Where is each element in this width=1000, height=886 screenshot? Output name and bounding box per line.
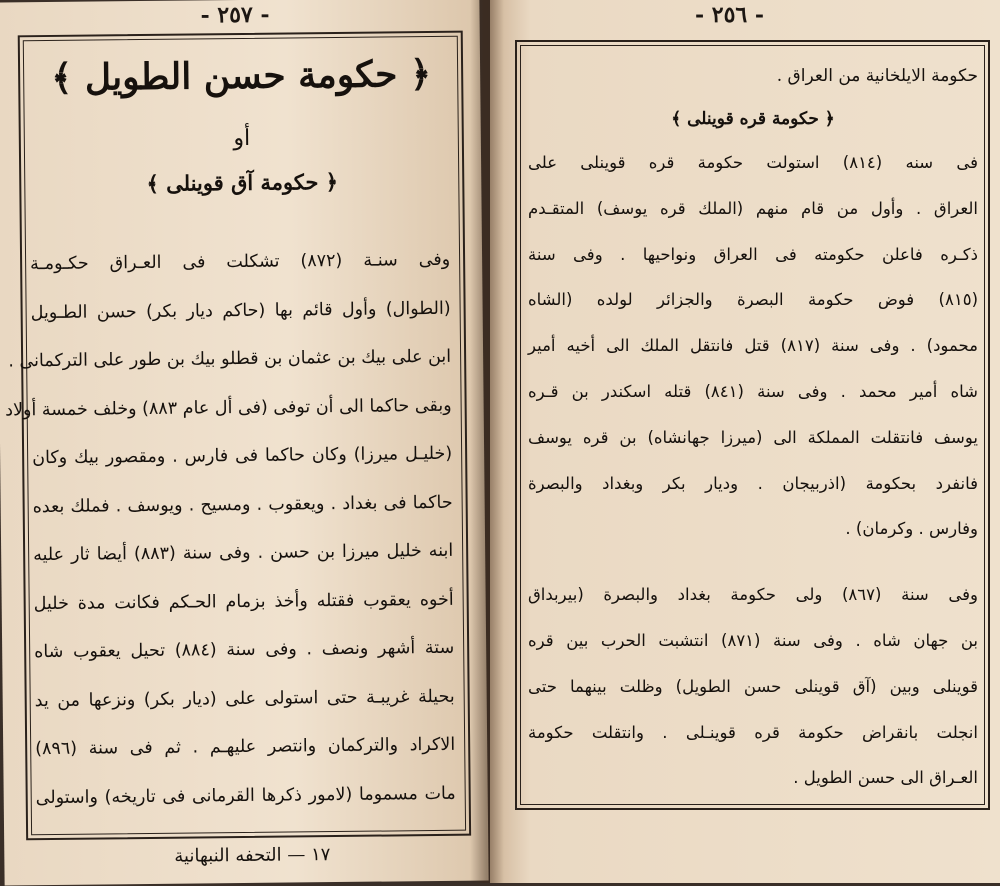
chapter-subtitle: ﴿ حكومة آق قوينلى ﴾ — [146, 168, 339, 196]
section-heading: حكومة الايلخانية من العراق . — [776, 66, 978, 86]
text-line: قوينلى وبين (آق قوينلى حسن الطويل) وظلت بينهما حتى — [528, 676, 978, 696]
book-gutter — [470, 0, 504, 883]
text-line: وفى سنة (٨٦٧) ولى حكومة بغداد والبصرة (بيربداق — [528, 585, 978, 605]
page-footer: ١٧ — التحفه النبهانية — [174, 844, 331, 867]
page-number: - ٢٥٧ - — [200, 1, 270, 29]
text-line-last: العـراق الى حسن الطويل . — [793, 768, 978, 788]
title-connector: أو — [233, 125, 251, 152]
text-line: شاه أمير محمد . وفى سنة (٨٤١) قتله اسكندر بن قـره — [528, 381, 978, 401]
body-text — [528, 140, 978, 801]
text-line: انجلت بانقراض حكومة قره قوينـلى . وانتقلت حكومة — [528, 722, 978, 742]
text-line: (خليـل ميرزا) وكان حاكما فى فارس . ومقصور بيك وكان — [32, 443, 453, 469]
text-line: ذكـره فاعلن حكومته فى العراق ونواحيها . وفى سنة — [528, 244, 978, 264]
text-line: فانفرد بحكومة (اذربيجان . وديار بكر وبغداد والبصرة — [528, 473, 978, 493]
text-line: بن جهان شاه . وفى سنة (٨٧١) انتشبت الحرب بين قره — [528, 630, 979, 650]
text-line: الاكراد والتركمان وانتصر عليهـم . ثم فى سنة (٨٩٦) — [35, 734, 456, 760]
page-number: - ٢٥٦ - — [695, 2, 765, 28]
text-line: مات مسموما (لامور ذكرها القرمانى فى تاريخه) واستولى — [35, 783, 456, 808]
chapter-title: ﴿ حكومة حسن الطويل ﴾ — [51, 53, 432, 99]
text-line-last: وفارس . وكرمان) . — [845, 519, 978, 539]
text-line: حاكما فى بغداد . ويعقوب . ومسيح . ويوسف . فملك بعده — [32, 492, 453, 517]
text-line: ستة أشهر ونصف . وفى سنة (٨٨٤) تحيل يعقوب شاه — [34, 637, 455, 663]
text-line: محمود) . وفى سنة (٨١٧) قتل فانتقل الملك الى أخيه أمير — [528, 336, 978, 356]
text-line: ابنه خليل ميرزا بن حسن . وفى سنة (٨٨٣) أيضا ثار عليه — [33, 540, 454, 566]
text-line: فى سنه (٨١٤) استولت حكومة قره قوينلى على — [528, 153, 979, 172]
text-line: أخوه يعقوب فقتله وأخذ بزمام الحـكم فكانت مدة خليل — [33, 589, 454, 614]
text-line: وبقى حاكما الى أن توفى (فى أل عام ٨٨٣) وخلف خمسة أولاد — [5, 395, 452, 420]
section-subtitle: ﴿ حكومة قره قوينلى ﴾ — [671, 109, 835, 129]
text-line: بحيلة غريبـة حتى استولى على (ديار بكر) ونزعها من يد — [34, 686, 455, 711]
paragraph-gap — [528, 552, 978, 572]
text-line: العراق . وأول من قام منهم (الملك قره يوسف) المتقـدم — [528, 198, 978, 218]
text-line: (٨١٥) فوض حكومة البصرة والجزائر لولده (الشاه — [528, 290, 978, 310]
text-line: يوسف فانتقلت المملكة الى (ميرزا جهانشاه) بن قره يوسف — [528, 427, 978, 447]
body-text — [5, 236, 456, 822]
left-page — [0, 0, 489, 886]
text-line: ابن على بيك بن عثمان بن قطلو بيك بن طور على التركمانى . — [8, 346, 452, 372]
text-line: وفى سنـة (٨٧٢) تشكلت فى العـراق حكـومـة — [30, 249, 451, 275]
text-line: (الطوال) وأول قائم بها (حاكم ديار بكر) حسن الطـويل — [30, 298, 451, 323]
right-page — [490, 0, 1000, 883]
